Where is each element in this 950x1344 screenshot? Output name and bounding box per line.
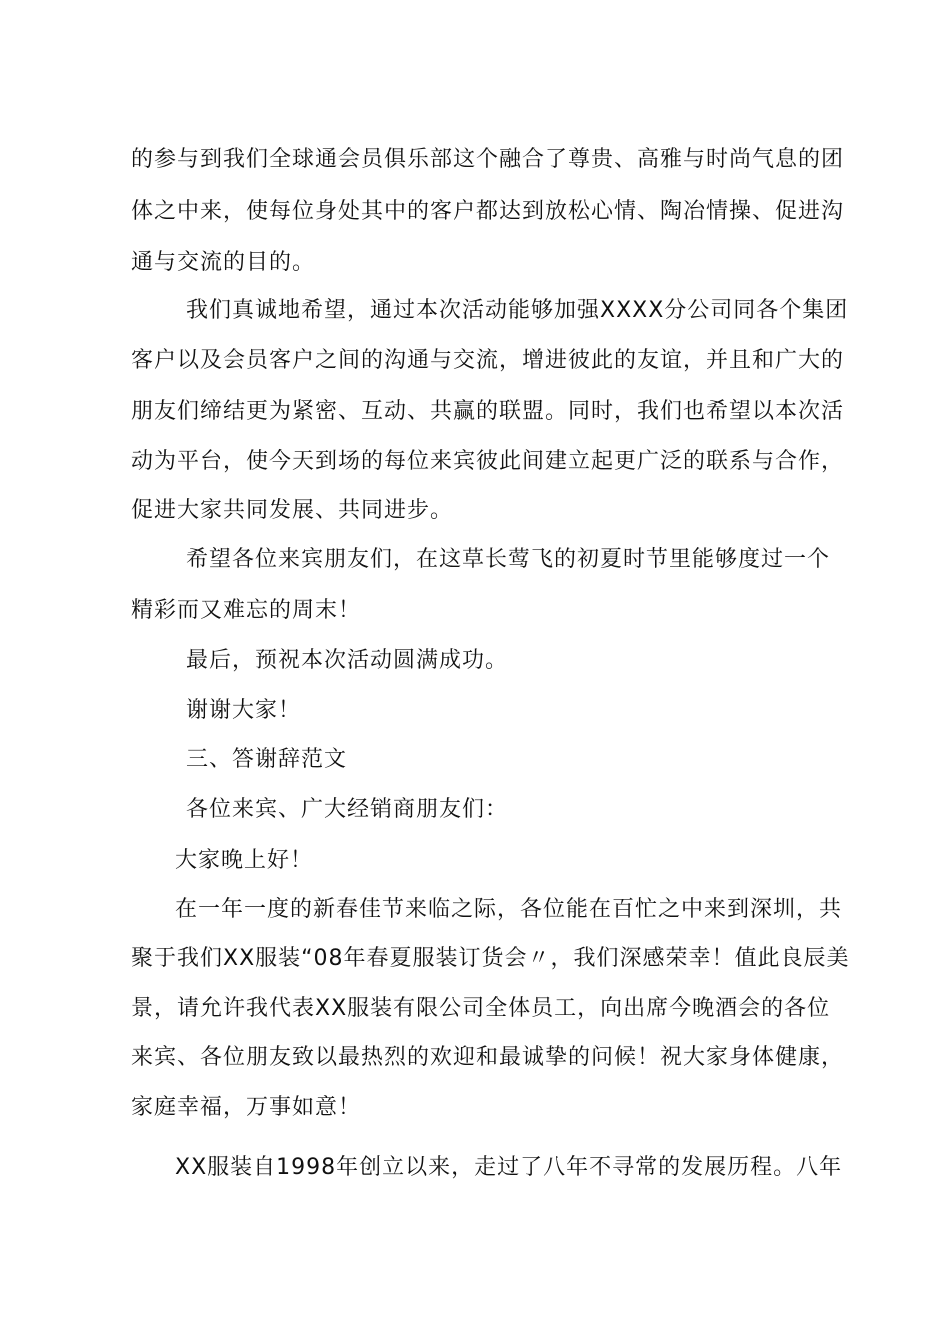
text-line: 促进大家共同发展、共同进步。 [131, 498, 454, 523]
text-line: 的参与到我们全球通会员俱乐部这个融合了尊贵、高雅与时尚气息的团 [131, 147, 845, 172]
paragraph-first-line: 我们真诚地希望，通过本次活动能够加强XXXX分公司同各个集团 [186, 298, 849, 323]
text-line: 朋友们缔结更为紧密、互动、共赢的联盟。同时，我们也希望以本次活 [131, 399, 845, 424]
salutation: 各位来宾、广大经销商朋友们： [186, 797, 509, 822]
text-line: 来宾、各位朋友致以最热烈的欢迎和最诚挚的问候！祝大家身体健康， [131, 1045, 845, 1070]
thanks-line: 谢谢大家！ [186, 698, 302, 723]
greeting: 大家晚上好！ [175, 848, 314, 873]
paragraph-first-line: 希望各位来宾朋友们，在这草长莺飞的初夏时节里能够度过一个 [186, 547, 831, 572]
text-line: 精彩而又难忘的周末！ [131, 598, 362, 623]
paragraph-first-line: XX服装自1998年创立以来，走过了八年不寻常的发展历程。八年 [175, 1155, 843, 1180]
text-line: 聚于我们XX服装“08年春夏服装订货会〃，我们深感荣幸！值此良辰美 [131, 946, 850, 971]
section-heading: 三、答谢辞范文 [186, 747, 348, 772]
text-line: 家庭幸福，万事如意！ [131, 1095, 362, 1120]
text-line: 通与交流的目的。 [131, 250, 316, 275]
text-line: 景，请允许我代表XX服装有限公司全体员工，向出席今晚酒会的各位 [131, 996, 831, 1021]
text-line: 客户以及会员客户之间的沟通与交流，增进彼此的友谊，并且和广大的 [131, 348, 845, 373]
text-line: 动为平台，使今天到场的每位来宾彼此间建立起更广泛的联系与合作， [131, 449, 845, 474]
closing-line: 最后，预祝本次活动圆满成功。 [186, 648, 509, 673]
text-line: 体之中来，使每位身处其中的客户都达到放松心情、陶冶情操、促进沟 [131, 199, 845, 224]
paragraph-first-line: 在一年一度的新春佳节来临之际，各位能在百忙之中来到深圳，共 [175, 897, 843, 922]
